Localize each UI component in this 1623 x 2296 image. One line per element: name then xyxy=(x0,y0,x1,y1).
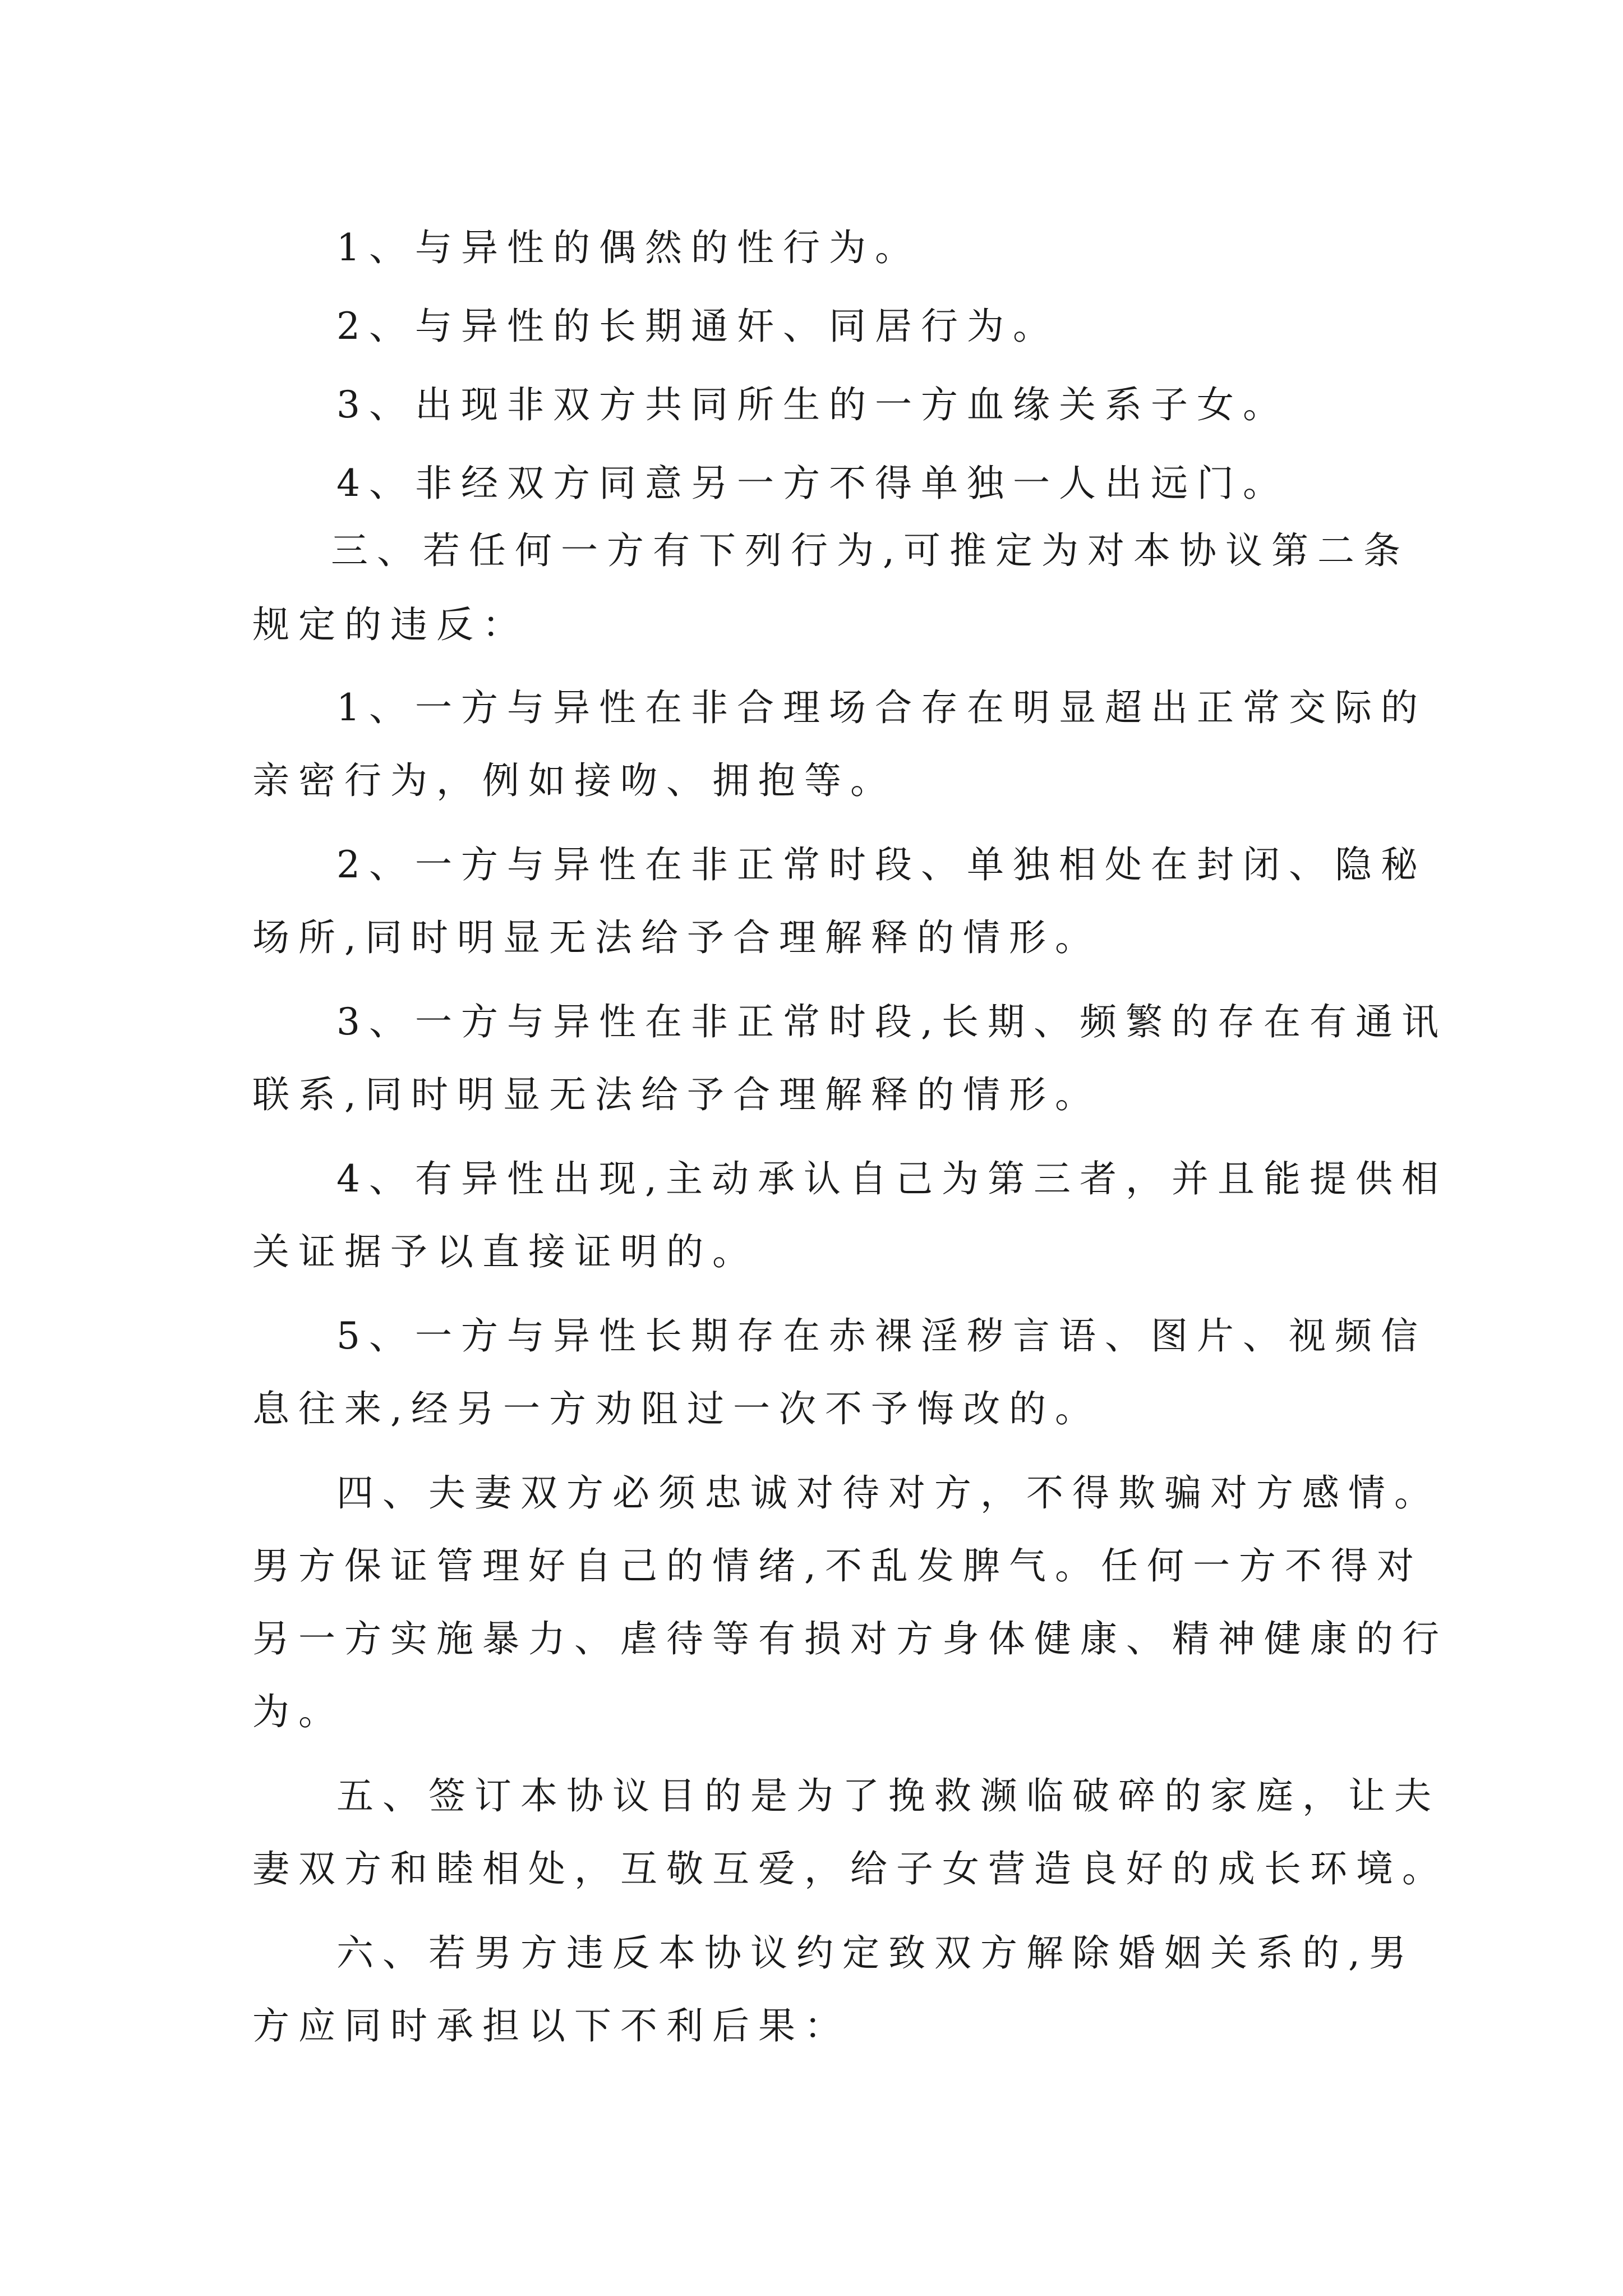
section-5-line-1: 五、签订本协议目的是为了挽救濒临破碎的家庭，让夫 xyxy=(336,1774,1440,1818)
section-3-item-3-line-2: 联系,同时明显无法给予合理解释的情形。 xyxy=(252,1073,1101,1116)
section-3-item-3-line-1: 3、一方与异性在非正常时段,长期、频繁的存在有通讯 xyxy=(336,1000,1447,1043)
section-3-item-4-line-2: 关证据予以直接证明的。 xyxy=(252,1230,758,1273)
section-6-line-1: 六、若男方违反本协议约定致双方解除婚姻关系的,男 xyxy=(336,1931,1415,1975)
section-3-heading-line-1: 三、若任何一方有下列行为,可推定为对本协议第二条 xyxy=(331,529,1409,572)
section-3-item-1-line-1: 1、一方与异性在非合理场合存在明显超出正常交际的 xyxy=(336,686,1427,729)
list-item-2-long-term-affair: 2、与异性的长期通奸、同居行为。 xyxy=(336,305,1059,348)
section-3-item-5-line-1: 5、一方与异性长期存在赤裸淫秽言语、图片、视频信 xyxy=(336,1314,1427,1358)
section-3-item-5-line-2: 息往来,经另一方劝阻过一次不予悔改的。 xyxy=(252,1387,1101,1430)
list-item-4-no-solo-travel: 4、非经双方同意另一方不得单独一人出远门。 xyxy=(336,462,1289,505)
section-6-line-2: 方应同时承担以下不利后果： xyxy=(252,2004,850,2047)
section-4-line-4: 为。 xyxy=(252,1690,344,1733)
section-3-item-4-line-1: 4、有异性出现,主动承认自己为第三者，并且能提供相 xyxy=(336,1157,1447,1200)
section-3-item-2-line-2: 场所,同时明显无法给予合理解释的情形。 xyxy=(252,916,1101,959)
section-4-line-1: 四、夫妻双方必须忠诚对待对方，不得欺骗对方感情。 xyxy=(336,1471,1440,1515)
list-item-3-illegitimate-children: 3、出现非双方共同所生的一方血缘关系子女。 xyxy=(336,383,1289,426)
section-3-item-1-line-2: 亲密行为，例如接吻、拥抱等。 xyxy=(252,759,896,802)
section-3-item-2-line-1: 2、一方与异性在非正常时段、单独相处在封闭、隐秘 xyxy=(336,843,1427,886)
section-4-line-2: 男方保证管理好自己的情绪,不乱发脾气。任何一方不得对 xyxy=(252,1544,1423,1588)
section-3-heading-line-2: 规定的违反： xyxy=(252,603,528,646)
section-5-line-2: 妻双方和睦相处，互敬互爱，给子女营造良好的成长环境。 xyxy=(252,1847,1448,1890)
section-4-line-3: 另一方实施暴力、虐待等有损对方身体健康、精神健康的行 xyxy=(252,1617,1448,1660)
list-item-1-casual-sexual-behavior: 1、与异性的偶然的性行为。 xyxy=(336,226,921,269)
